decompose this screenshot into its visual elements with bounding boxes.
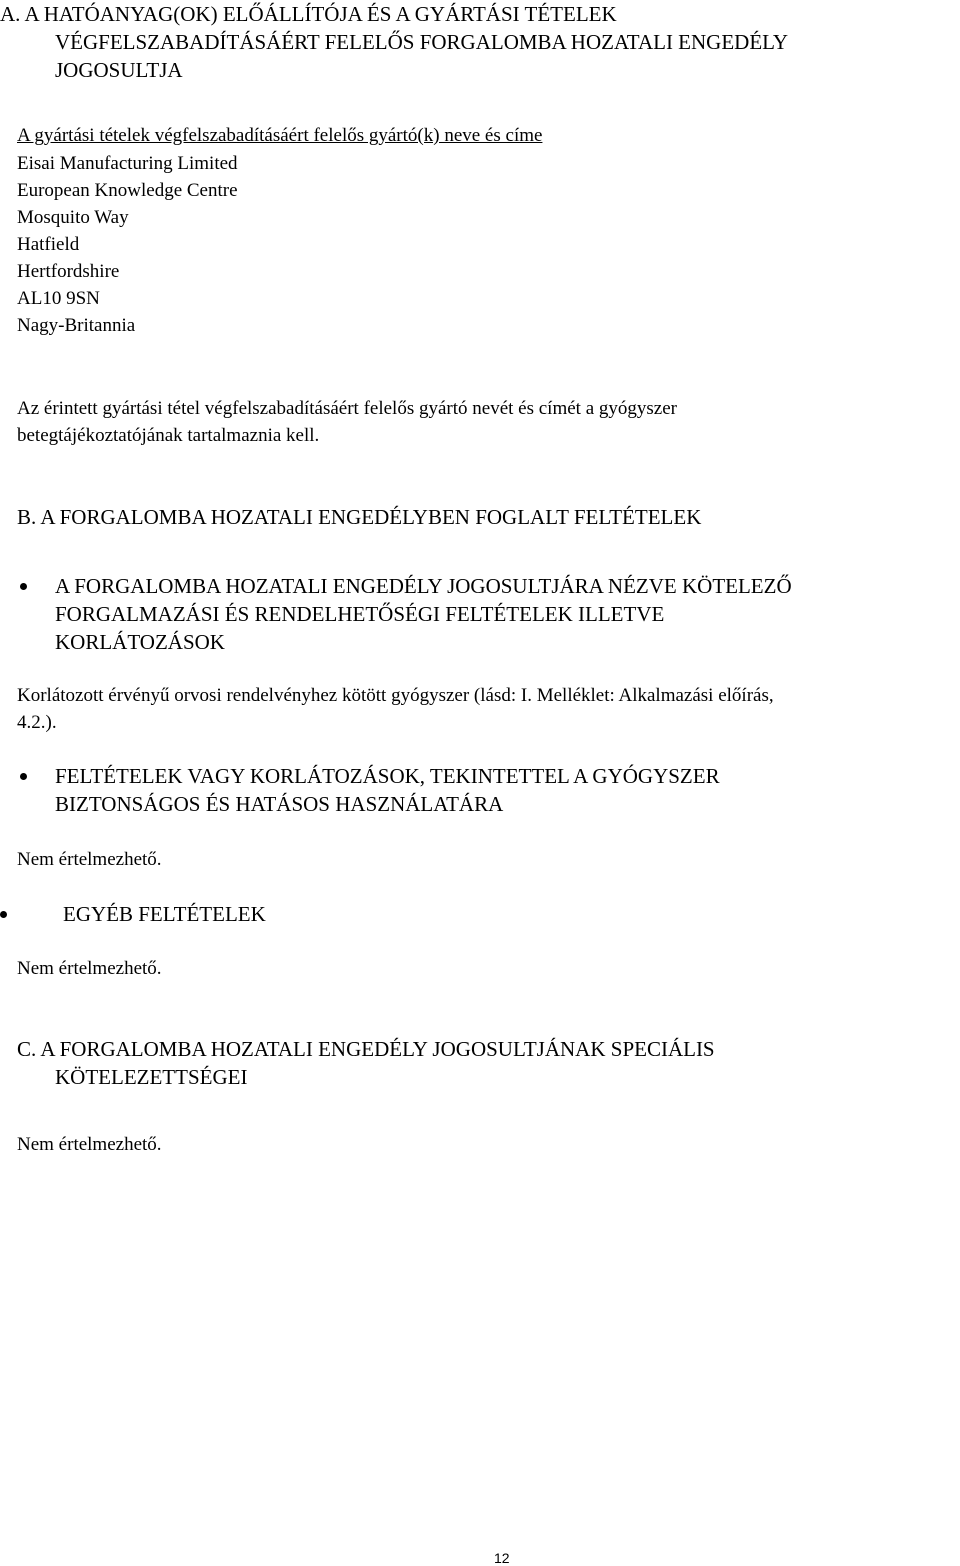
section-a-heading-line-2: VÉGFELSZABADÍTÁSÁÉRT FELELŐS FORGALOMBA HOZATALI ENGEDÉLY <box>55 30 789 54</box>
section-c-heading <box>17 1035 715 1091</box>
item2-heading-line-1: FELTÉTELEK VAGY KORLÁTOZÁSOK, TEKINTETTEL A GYÓGYSZER <box>55 764 720 788</box>
item3-text: Nem értelmezhető. <box>17 958 162 979</box>
page-number: 12 <box>494 1550 510 1566</box>
item2-heading-line-2: BIZTONSÁGOS ÉS HATÁSOS HASZNÁLATÁRA <box>55 792 504 816</box>
address-line-3: Mosquito Way <box>17 207 129 228</box>
item1-heading-line-3: KORLÁTOZÁSOK <box>55 630 225 654</box>
item1-text-line-2: 4.2.). <box>17 712 57 733</box>
section-a-heading-line-3: JOGOSULTJA <box>55 58 183 82</box>
item1-text <box>17 682 774 736</box>
address-line-4: Hatfield <box>17 234 80 255</box>
bullet-icon <box>20 773 27 780</box>
section-a-heading <box>0 0 788 84</box>
batch-release-note <box>17 395 677 449</box>
item1-heading-line-2: FORGALMAZÁSI ÉS RENDELHETŐSÉGI FELTÉTELEK ILLETVE <box>55 602 665 626</box>
bullet-icon <box>0 911 7 918</box>
section-b-heading: B. A FORGALOMBA HOZATALI ENGEDÉLYBEN FOGLALT FELTÉTELEK <box>17 505 702 529</box>
note-line-2: betegtájékoztatójának tartalmaznia kell. <box>17 425 320 446</box>
section-a-heading-line-1: A. A HATÓANYAG(OK) ELŐÁLLÍTÓJA ÉS A GYÁRTÁSI TÉTELEK <box>0 2 617 26</box>
address-line-1: Eisai Manufacturing Limited <box>17 153 238 174</box>
section-c-text: Nem értelmezhető. <box>17 1134 162 1155</box>
section-c-heading-line-2: KÖTELEZETTSÉGEI <box>55 1065 248 1089</box>
item1-heading <box>55 572 792 656</box>
address-line-5: Hertfordshire <box>17 261 120 282</box>
item2-heading <box>55 762 720 818</box>
item1-heading-line-1: A FORGALOMBA HOZATALI ENGEDÉLY JOGOSULTJÁRA NÉZVE KÖTELEZŐ <box>55 574 792 598</box>
address-line-2: European Knowledge Centre <box>17 180 238 201</box>
address-line-6: AL10 9SN <box>17 288 100 309</box>
manufacturer-label: A gyártási tételek végfelszabadításáért felelős gyártó(k) neve és címe <box>17 125 543 146</box>
bullet-icon <box>20 583 27 590</box>
manufacturer-address <box>17 150 238 339</box>
section-c-heading-line-1: C. A FORGALOMBA HOZATALI ENGEDÉLY JOGOSULTJÁNAK SPECIÁLIS <box>17 1037 715 1061</box>
address-line-7: Nagy-Britannia <box>17 315 136 336</box>
item2-text: Nem értelmezhető. <box>17 849 162 870</box>
note-line-1: Az érintett gyártási tétel végfelszabadításáért felelős gyártó nevét és címét a gyógyszer <box>17 398 677 419</box>
item3-heading: EGYÉB FELTÉTELEK <box>63 902 266 926</box>
item1-text-line-1: Korlátozott érvényű orvosi rendelvényhez kötött gyógyszer (lásd: I. Melléklet: Alkalmazási előírás, <box>17 685 774 706</box>
